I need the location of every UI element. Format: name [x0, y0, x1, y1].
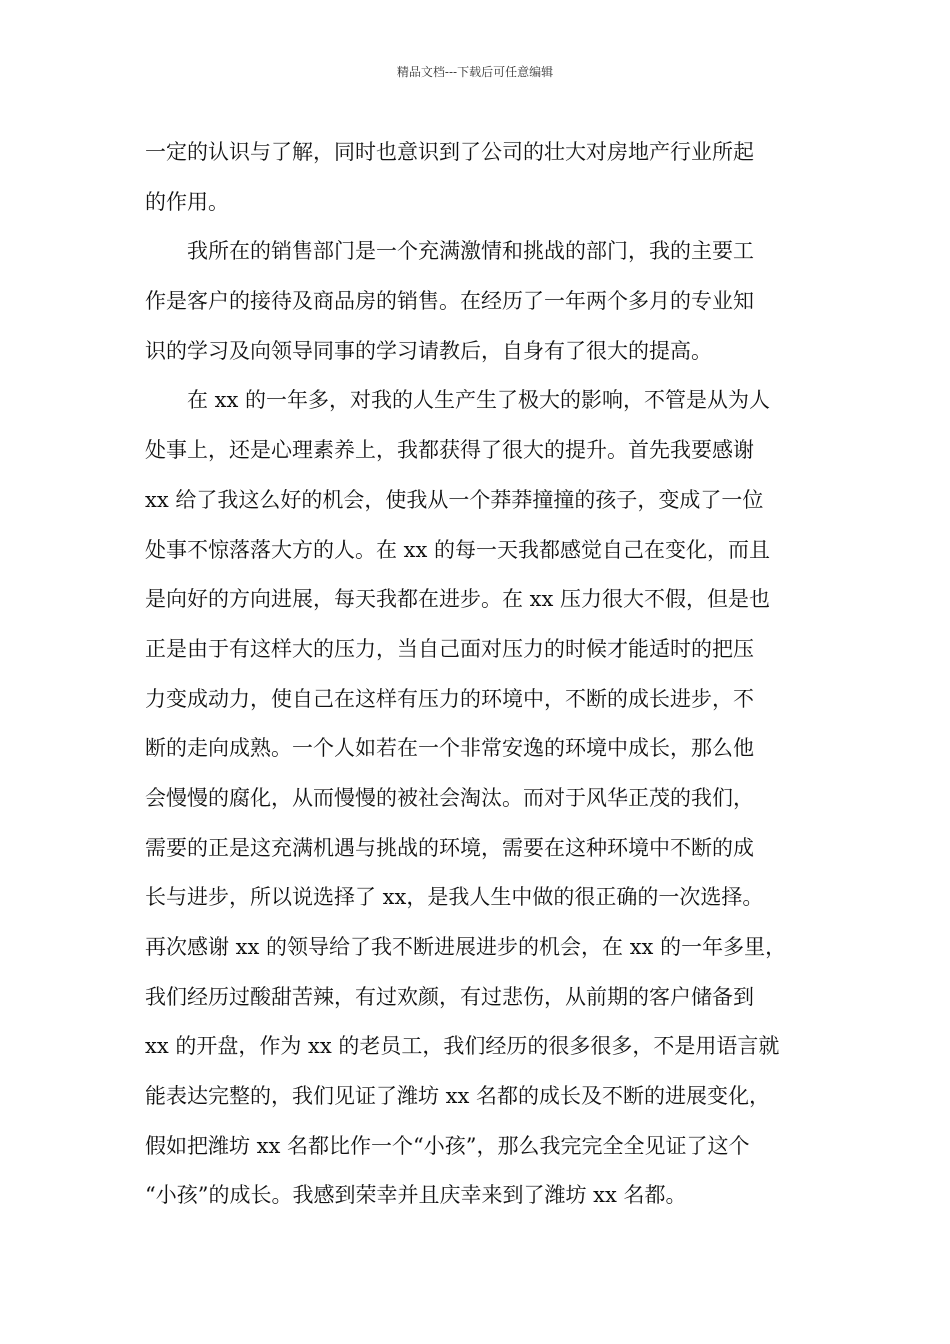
text-line: 需要的正是这充满机遇与挑战的环境，需要在这种环境中不断的成 [145, 835, 754, 860]
text-line: 处事上，还是心理素养上，我都获得了很大的提升。首先我要感谢 [145, 438, 754, 463]
text-line: 我所在的销售部门是一个充满激情和挑战的部门，我的主要工 [145, 239, 754, 264]
text-line: xx 的开盘，作为 xx 的老员工，我们经历的很多很多，不是用语言就 [145, 1034, 780, 1059]
text-line: 识的学习及向领导同事的学习请教后，自身有了很大的提高。 [145, 338, 712, 363]
text-line: 的作用。 [145, 189, 229, 214]
text-line: 会慢慢的腐化，从而慢慢的被社会淘汰。而对于风华正茂的我们， [145, 785, 754, 810]
document-body [145, 128, 815, 1221]
text-line: 断的走向成熟。一个人如若在一个非常安逸的环境中成长，那么他 [145, 736, 754, 761]
text-line: 假如把潍坊 xx 名都比作一个“小孩”，那么我完完全全见证了这个 [145, 1133, 750, 1158]
text-line: 我们经历过酸甜苦辣，有过欢颜，有过悲伤，从前期的客户储备到 [145, 984, 754, 1009]
text-line: 是向好的方向进展，每天我都在进步。在 xx 压力很大不假，但是也 [145, 587, 771, 612]
text-line: xx 给了我这么好的机会，使我从一个莽莽撞撞的孩子，变成了一位 [145, 487, 764, 512]
text-line: 一定的认识与了解，同时也意识到了公司的壮大对房地产行业所起 [145, 140, 754, 164]
text-line: “小孩”的成长。我感到荣幸并且庆幸来到了潍坊 xx 名都。 [145, 1183, 687, 1208]
text-line: 在 xx 的一年多，对我的人生产生了极大的影响，不管是从为人 [145, 388, 771, 413]
text-line: 再次感谢 xx 的领导给了我不断进展进步的机会，在 xx 的一年多里， [145, 935, 787, 959]
text-line: 力变成动力，使自己在这样有压力的环境中，不断的成长进步，不 [145, 686, 754, 711]
text-line: 长与进步，所以说选择了 xx，是我人生中做的很正确的一次选择。 [145, 885, 764, 910]
text-line: 处事不惊落落大方的人。在 xx 的每一天我都感觉自己在变化，而且 [145, 537, 771, 562]
text-line: 正是由于有这样大的压力，当自己面对压力的时候才能适时的把压 [145, 636, 754, 661]
page-header: 精品文档---下载后可任意编辑 [396, 65, 554, 79]
text-line: 作是客户的接待及商品房的销售。在经历了一年两个多月的专业知 [145, 289, 754, 314]
text-line: 能表达完整的，我们见证了潍坊 xx 名都的成长及不断的进展变化， [145, 1084, 771, 1109]
